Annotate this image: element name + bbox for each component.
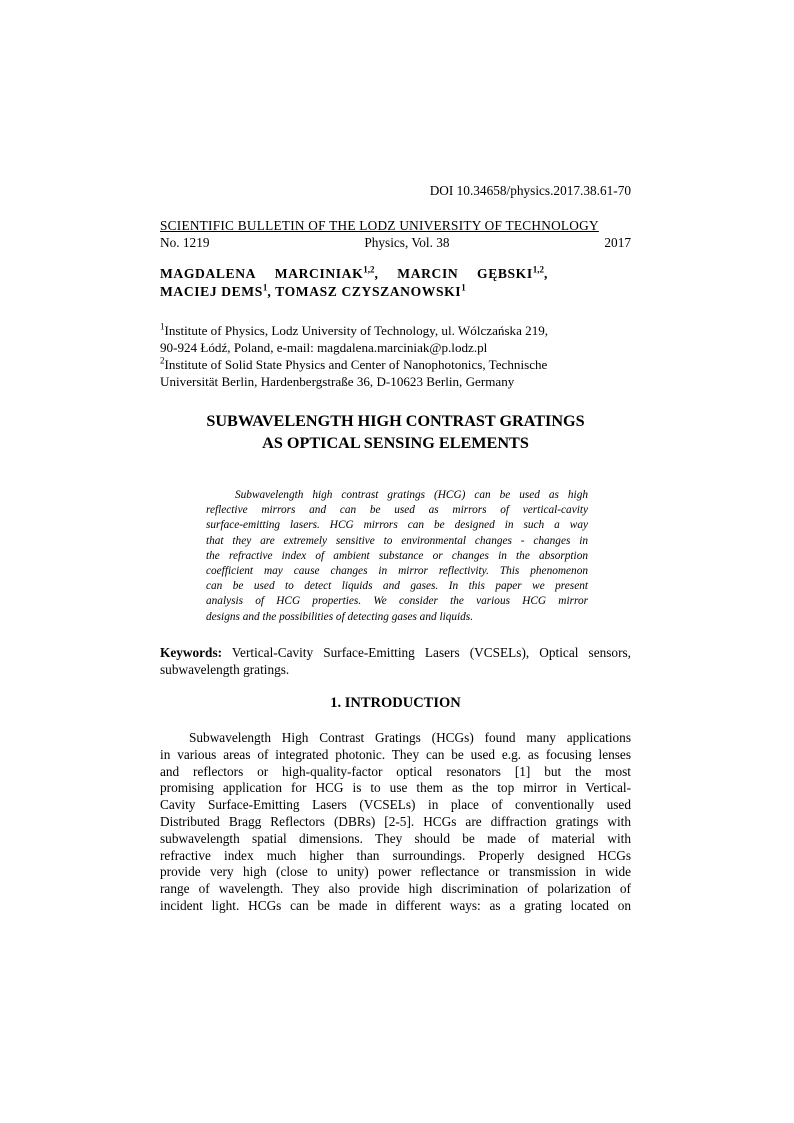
keywords-label: Keywords: xyxy=(160,645,223,660)
issue-line xyxy=(160,235,631,251)
author-2 xyxy=(477,265,548,283)
abstract-line: that they are extremely sensitive to environmental changes - changes in xyxy=(206,534,588,547)
author-1 xyxy=(275,265,379,283)
authors xyxy=(160,265,631,301)
affiliation-2-line: Universität Berlin, Hardenbergstraße 36, D-10623 Berlin, Germany xyxy=(160,374,515,389)
body-line: Cavity Surface-Emitting Lasers (VCSELs) in place of conventionally used xyxy=(160,797,631,813)
issue-number: No. 1219 xyxy=(160,235,210,250)
title-line-1: SUBWAVELENGTH HIGH CONTRAST GRATINGS xyxy=(206,412,585,430)
affiliation-1-line xyxy=(160,322,631,339)
body-line: subwavelength spatial dimensions. They should be made of material with xyxy=(160,830,631,846)
volume: Physics, Vol. 38 xyxy=(364,235,450,250)
abstract-line: surface-emitting lasers. HCG mirrors can be designed in such a way xyxy=(206,519,588,532)
keywords-text: Vertical-Cavity Surface-Emitting Lasers (VCSELs), Optical sensors, xyxy=(231,645,632,660)
section-heading: 1. INTRODUCTION xyxy=(330,695,461,711)
author-2-first-name: MARCIN xyxy=(397,266,459,281)
abstract-line: Subwavelength high contrast gratings (HCG) can be used as high xyxy=(235,489,588,501)
body-line: promising application for HCG is to use them as the top mirror in Vertical- xyxy=(160,780,631,796)
body-line: provide very high (close to unity) power reflectance or transmission in wide xyxy=(160,864,631,880)
keywords-line-1 xyxy=(160,644,631,661)
keywords-line-2: subwavelength gratings. xyxy=(160,662,290,677)
author-2-separator: , xyxy=(544,266,548,281)
paper-title xyxy=(160,410,631,454)
body-line: and reflectors or high-quality-factor optical resonators [1] but the most xyxy=(160,763,631,779)
abstract-line: reflective mirrors and can be used as mirrors of vertical-cavity xyxy=(206,504,588,517)
title-line-2: AS OPTICAL SENSING ELEMENTS xyxy=(262,434,529,452)
affiliation-2-mark: 2 xyxy=(160,355,165,366)
introduction-body xyxy=(160,730,631,915)
author-4-affiliation: 1 xyxy=(461,282,466,293)
affiliation-1-text: Institute of Physics, Lodz University of Technology, ul. Wólczańska 219, xyxy=(164,323,549,338)
author-2-last-name: GĘBSKI xyxy=(477,266,533,281)
abstract-line: the refractive index of ambient substance or changes in the absorption xyxy=(206,549,588,562)
abstract-line: coefficient may cause changes in mirror reflectivity. This phenomenon xyxy=(206,565,588,578)
body-line: range of wavelength. They also provide high discrimination of polarization of xyxy=(160,881,631,897)
body-line: Distributed Bragg Reflectors (DBRs) [2-5]. HCGs are diffraction gratings with xyxy=(160,813,631,829)
affiliation-2-text: Institute of Solid State Physics and Center of Nanophotonics, Technische xyxy=(164,357,548,372)
author-1-affiliation: 1,2 xyxy=(363,264,375,275)
author-1-separator: , xyxy=(374,266,379,281)
abstract-line: designs and the possibilities of detecting gases and liquids. xyxy=(206,610,474,623)
year: 2017 xyxy=(604,235,631,250)
abstract-line: can be used to detect liquids and gases. In this paper we present xyxy=(206,580,588,593)
body-line: incident light. HCGs can be made in different ways: as a grating located on xyxy=(160,897,631,913)
author-3: MACIEJ DEMS xyxy=(160,284,263,299)
author-3-affiliation: 1 xyxy=(262,282,268,293)
affiliation-1-line: 90-924 Łódź, Poland, e-mail: magdalena.marciniak@p.lodz.pl xyxy=(160,340,488,355)
abstract xyxy=(206,488,588,625)
affiliations xyxy=(160,322,631,390)
journal-name: SCIENTIFIC BULLETIN OF THE LODZ UNIVERSITY OF TECHNOLOGY xyxy=(160,218,599,233)
body-line: in various areas of integrated photonic. They can be used e.g. as focusing lenses xyxy=(160,746,631,762)
keywords xyxy=(160,644,631,678)
authors-line-1 xyxy=(160,265,548,283)
authors-line-2 xyxy=(160,283,631,301)
body-line: refractive index much higher than surroundings. Properly designed HCGs xyxy=(160,847,631,863)
affiliation-2-line xyxy=(160,356,631,373)
author-2-affiliation: 1,2 xyxy=(532,264,544,275)
doi: DOI 10.34658/physics.2017.38.61-70 xyxy=(429,183,631,198)
author-1-first-name: MAGDALENA xyxy=(160,266,257,281)
abstract-line: analysis of HCG properties. We consider the various HCG mirror xyxy=(206,595,588,608)
author-3-separator: , xyxy=(267,284,272,299)
body-line: Subwavelength High Contrast Gratings (HCGs) found many applications xyxy=(189,730,631,745)
affiliation-1-mark: 1 xyxy=(160,321,165,332)
author-1-last-name: MARCINIAK xyxy=(274,266,364,281)
author-4: TOMASZ CZYSZANOWSKI xyxy=(275,284,462,299)
